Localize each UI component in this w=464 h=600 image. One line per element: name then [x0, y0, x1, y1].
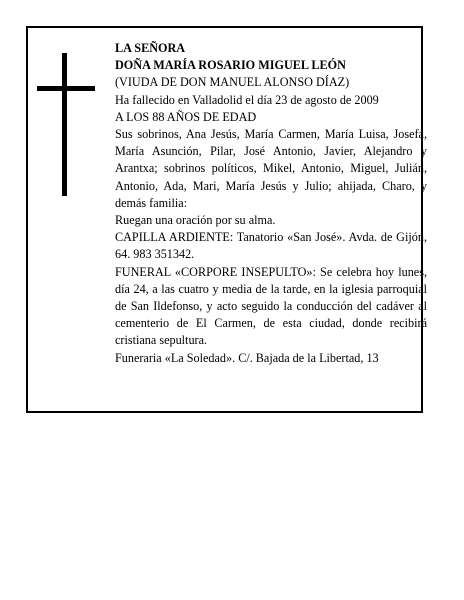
- funeral-home-line: Funeraria «La Soledad». C/. Bajada de la Libertad, 13: [115, 350, 379, 365]
- widow-line: (VIUDA DE DON MANUEL ALONSO DÍAZ): [115, 75, 350, 90]
- prayer-line: Ruegan una oración por su alma.: [115, 213, 276, 228]
- age-line: A LOS 88 AÑOS DE EDAD: [115, 109, 257, 124]
- obituary-text: [115, 40, 427, 367]
- family-paragraph: Sus sobrinos, Ana Jesús, María Carmen, María Luisa, Josefa, María Asunción, Pilar, José Antonio, Javier, Alejandro y Arantxa; sobrinos políticos, Mikel, Antonio, Miguel, Julián, Antonio, Ada, Mari, María Jesús y Julio; ahijada, Charo, y demás familia:: [115, 127, 427, 210]
- cross-vertical-bar: [62, 53, 67, 196]
- funeral-paragraph: FUNERAL «CORPORE INSEPULTO»: Se celebra hoy lunes, día 24, a las cuatro y media de la tarde, en la iglesia parroquial de San Ildefonso, y acto seguido la conducción del cadáver al cementerio de El Carmen, de esta ciudad, donde recibirá cristiana sepultura.: [115, 264, 427, 348]
- chapel-paragraph: CAPILLA ARDIENTE: Tanatorio «San José». Avda. de Gijón, 64. 983 351342.: [115, 230, 427, 262]
- death-line: Ha fallecido en Valladolid el día 23 de agosto de 2009: [115, 92, 379, 107]
- deceased-name: DOÑA MARÍA ROSARIO MIGUEL LEÓN: [115, 58, 346, 73]
- notice-heading: LA SEÑORA: [115, 41, 186, 55]
- cross-icon: [37, 53, 97, 196]
- cross-horizontal-bar: [37, 86, 95, 91]
